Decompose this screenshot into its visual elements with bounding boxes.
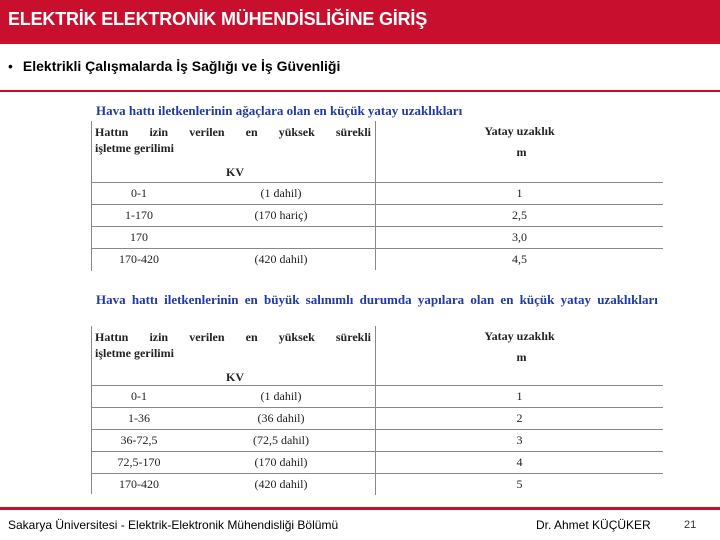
table1-header-voltage-line1: Hattın izin verilen en yüksek sürekli xyxy=(95,125,371,139)
table-row xyxy=(91,474,663,496)
table1-header-distance-label: Yatay uzaklık xyxy=(484,124,555,138)
note-cell: (36 dahil) xyxy=(187,408,376,430)
distance-cell: 2 xyxy=(376,408,664,430)
note-cell: (420 dahil) xyxy=(187,249,376,271)
distance-cell: 3 xyxy=(376,430,664,452)
distance-cell: 4,5 xyxy=(512,252,527,266)
table2-header-voltage-unit: KV xyxy=(226,370,244,384)
kv-cell: 0-1 xyxy=(91,386,187,408)
note-cell: (420 dahil) xyxy=(187,474,376,496)
note-cell: (72,5 dahil) xyxy=(187,430,376,452)
footer-author: Dr. Ahmet KÜÇÜKER xyxy=(536,518,651,532)
distance-cell: 5 xyxy=(516,477,523,491)
kv-cell: 0-1 xyxy=(91,183,187,205)
table2-left-border xyxy=(91,326,92,494)
table-row xyxy=(91,386,663,408)
table1-header-distance-unit: m xyxy=(516,145,527,159)
table2-header-voltage-line1: Hattın izin verilen en yüksek sürekli xyxy=(95,330,371,344)
table1-header-voltage-line2: işletme gerilimi xyxy=(95,141,174,155)
distance-cell: 4 xyxy=(376,452,664,474)
table1-header-row xyxy=(91,121,663,183)
table-row xyxy=(91,249,663,271)
kv-cell: 170-420 xyxy=(119,477,159,491)
table1 xyxy=(91,121,663,270)
table2-header-distance xyxy=(376,326,664,386)
table-row xyxy=(91,430,663,452)
table2-header-distance-unit: m xyxy=(516,350,527,364)
kv-cell: 1-36 xyxy=(91,408,187,430)
table1-header-voltage xyxy=(91,121,376,183)
note-cell xyxy=(187,227,376,249)
table-row xyxy=(91,227,663,249)
table1-left-border xyxy=(91,121,92,271)
table2-title: Hava hattı iletkenlerinin en büyük salınımlı durumda yapılara olan en küçük yatay uzaklıkları xyxy=(96,292,658,307)
note-cell: (170 dahil) xyxy=(187,452,376,474)
note-cell: (170 hariç) xyxy=(187,205,376,227)
table-row xyxy=(91,205,663,227)
kv-cell: 170 xyxy=(91,227,187,249)
table2-header-distance-label: Yatay uzaklık xyxy=(484,329,555,343)
footer-institution: Sakarya Üniversitesi - Elektrik-Elektronik Mühendisliği Bölümü xyxy=(8,518,339,532)
kv-cell: 36-72,5 xyxy=(91,430,187,452)
bullet-text: Elektrikli Çalışmalarda İş Sağlığı ve İş Güvenliği xyxy=(22,58,341,74)
table2-header-voltage-line2: işletme gerilimi xyxy=(95,346,174,360)
table2-header-voltage xyxy=(91,326,376,386)
bullet-point xyxy=(8,58,340,74)
divider-line xyxy=(0,90,720,92)
table-row xyxy=(91,452,663,474)
table1-title: Hava hattı iletkenlerinin ağaçlara olan en küçük yatay uzaklıkları xyxy=(96,103,463,118)
table-row xyxy=(91,408,663,430)
distance-cell: 1 xyxy=(376,386,664,408)
bullet-icon: • xyxy=(8,58,13,74)
table1-header-distance xyxy=(376,121,664,183)
distance-cell: 3,0 xyxy=(376,227,664,249)
page-number: 21 xyxy=(684,519,697,531)
table-row xyxy=(91,183,663,205)
kv-cell: 1-170 xyxy=(91,205,187,227)
table2 xyxy=(91,326,663,495)
kv-cell: 170-420 xyxy=(119,252,159,266)
note-cell: (1 dahil) xyxy=(187,183,376,205)
slide-title: ELEKTRİK ELEKTRONİK MÜHENDİSLİĞİNE GİRİŞ xyxy=(8,9,428,29)
note-cell: (1 dahil) xyxy=(187,386,376,408)
table1-header-voltage-unit: KV xyxy=(226,165,244,179)
kv-cell: 72,5-170 xyxy=(91,452,187,474)
table2-header-row xyxy=(91,326,663,386)
header-bar xyxy=(0,0,720,44)
footer-divider xyxy=(0,507,720,510)
distance-cell: 2,5 xyxy=(376,205,664,227)
distance-cell: 1 xyxy=(376,183,664,205)
